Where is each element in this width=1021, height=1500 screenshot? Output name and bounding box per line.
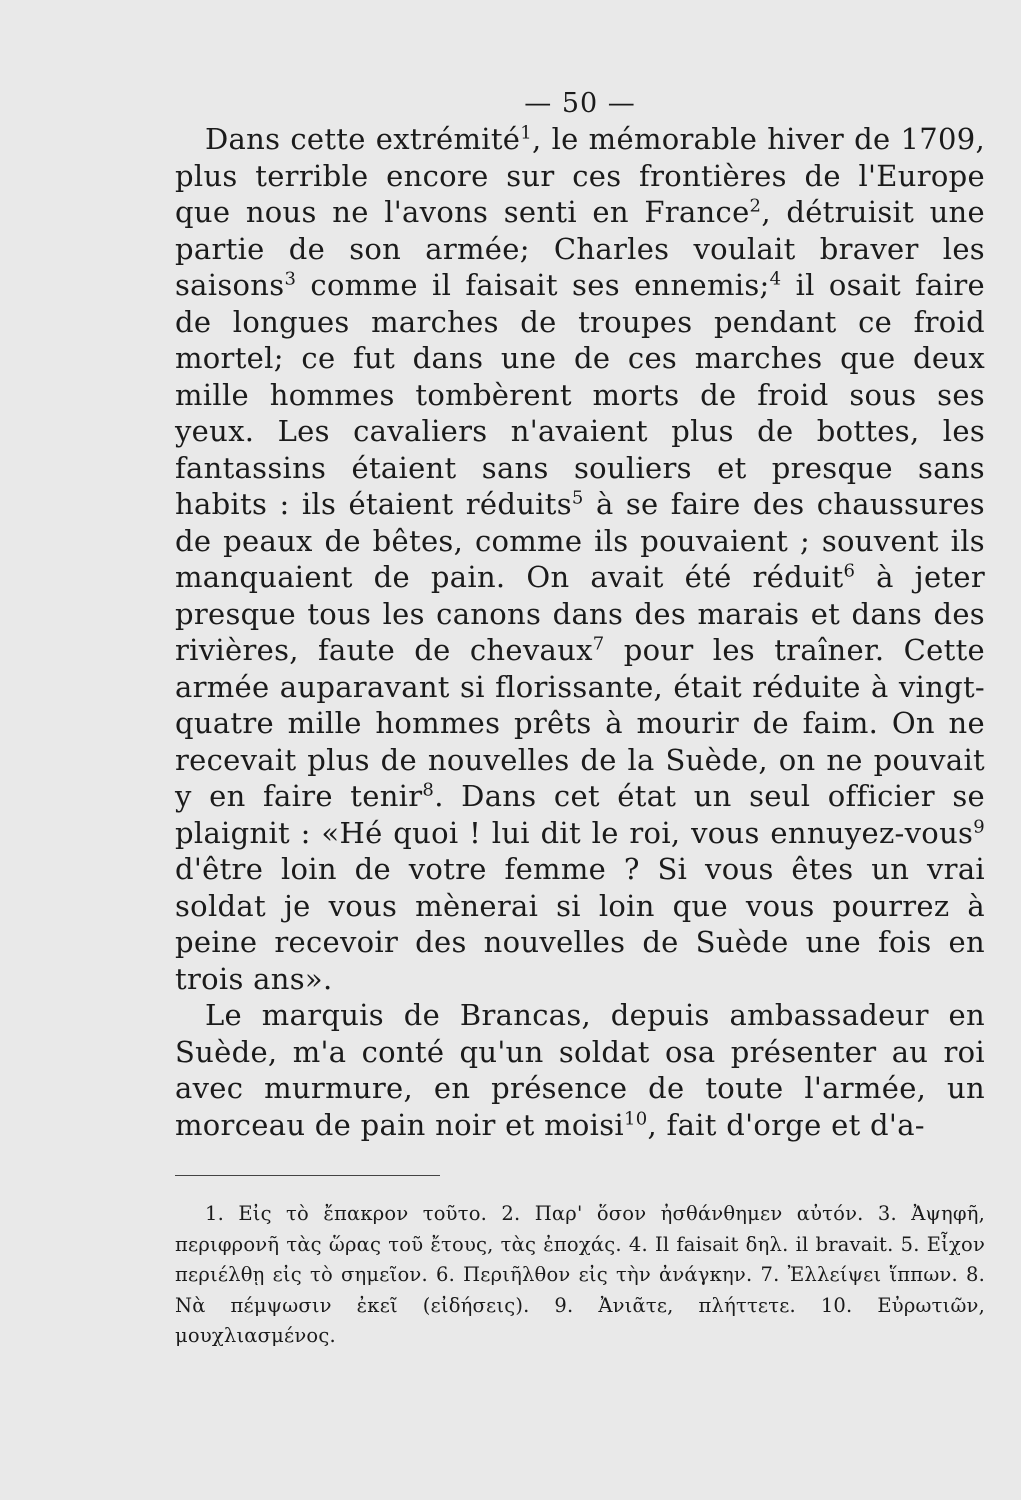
page-number: — 50 — [524,88,636,119]
footnotes-text: 1. Εἰς τὸ ἔπακρον τοῦτο. 2. Παρ' ὅσον ἠσθάνθημεν αὐτόν. 3. Ἀψηφῆ, περιφρονῆ τὰς ὥρας τοῦ ἔτους, τὰς ἐποχάς. 4. Il faisait δηλ. il bravait. 5. Εἶχον περιέλθῃ εἰς τὸ σημεῖον. 6. Περιῆλθον εἰς τὴν ἀνάγκην. 7. Ἐλλείψει ἵππων. 8. Νὰ πέμψωσιν ἐκεῖ (εἰδήσεις). 9. Ἀνιᾶτε, πλήττετε. 10. Εὐρωτιῶν, μουχλιασμένος. [175,1202,985,1347]
footnotes [175,1199,985,1352]
footnote-divider [175,1175,440,1176]
footnote-ref-9: 9 [973,815,985,837]
paragraph-1: Dans cette extrémité$^1$, le mémorable hiver de 1709, plus terrible encore sur ces frontières de l'Europe que nous ne l'avons senti en France$^2$, détruisit une partie de son armée; Charles voulait braver les saisons$^3$ comme il faisait ses ennemis;$^4$ il osait faire de longues marches de troupes pendant ce froid mortel; ce fut dans une de ces marches que deux mille hommes tombèrent morts de froid sous ses yeux. Les cavaliers n'avaient plus de bottes, les fantassins étaient sans souliers et presque sans habits : ils étaient réduits$^5$ à se faire des chaussures de peaux de bêtes, comme ils pouvaient ; souvent ils manquaient de pain. On avait été réduit$^6$ à jeter presque tous les canons dans des marais et dans des rivières, faute de chevaux$^7$ pour les traîner. Cette armée auparavant si florissante, était réduite à vingt-quatre mille hommes prêts à mourir de faim. On ne recevait plus de nouvelles de la Suède, on ne pouvait y en faire tenir$^8$. Dans cet état un seul officier se plaignit : «Hé quoi ! lui dit le roi, vous ennuyez-vous$^9$ d'être loin de votre femme ? Si vous êtes un vrai soldat je vous mènerai si loin que vous pourrez à peine recevoir des nouvelles de Suède une fois en trois ans». [175,122,986,996]
footnote-ref-1: 1 [520,122,533,144]
footnote-ref-7: 7 [592,633,605,655]
footnote-ref-4: 4 [769,268,782,290]
footnote-ref-10: 10 [624,1107,648,1129]
footnote-ref-3: 3 [284,268,297,290]
footnote-ref-8: 8 [422,779,435,801]
paragraph-2: Le marquis de Brancas, depuis ambassadeur en Suède, m'a conté qu'un soldat osa présenter au roi avec murmure, en présence de toute l'armée, un morceau de pain noir et moisi$^{10}$, fait d'orge et d'a- [175,998,985,1142]
footnote-ref-6: 6 [843,560,856,582]
footnote-ref-5: 5 [571,487,584,509]
footnote-ref-2: 2 [749,195,762,217]
main-text [175,121,985,1143]
